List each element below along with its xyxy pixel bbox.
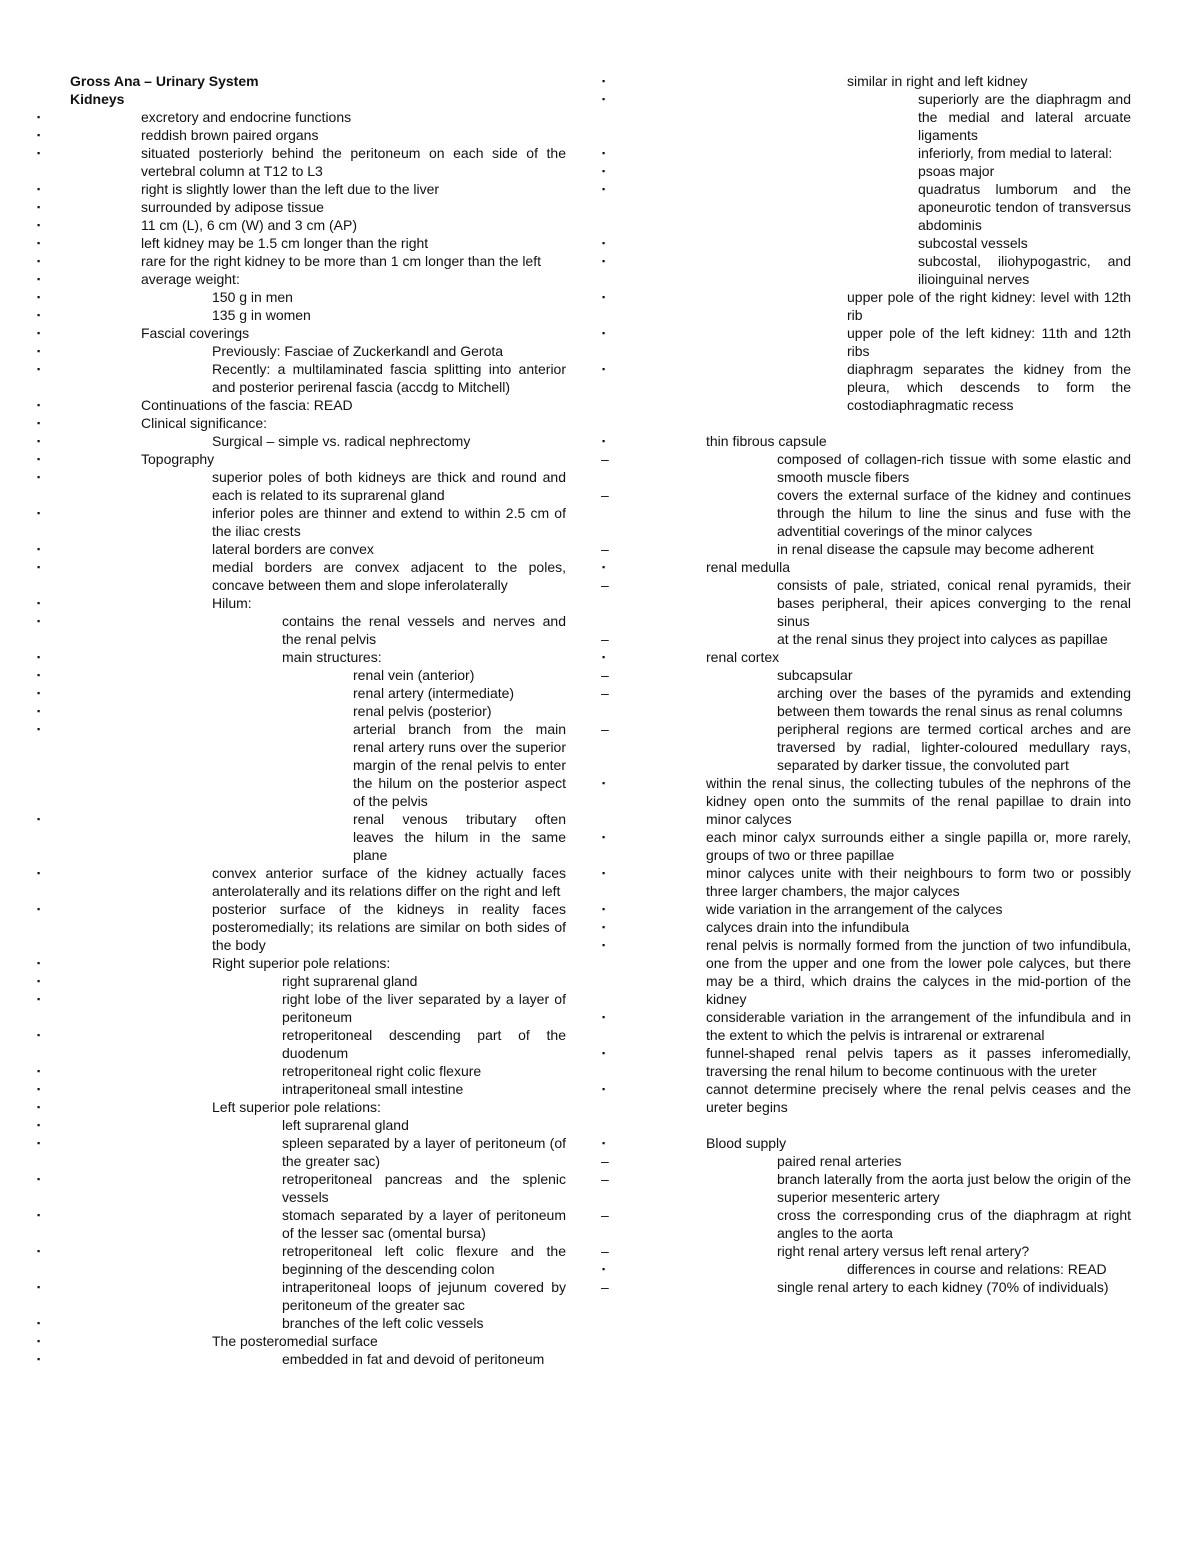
list-item: ▪ minor calyces unite with their neighbours to form two or possibly three larger chambers, the major calyces <box>635 864 1131 900</box>
list-item: ▪ intraperitoneal small intestine <box>70 1080 566 1098</box>
section-heading-kidneys: Kidneys <box>70 91 125 107</box>
list-item: ▪ average weight: <box>70 270 566 288</box>
list-item: ▪ right is slightly lower than the left due to the liver <box>70 180 566 198</box>
list-item: – paired renal arteries <box>635 1152 1131 1170</box>
right-column <box>635 72 1131 1296</box>
list-item: ▪ branches of the left colic vessels <box>70 1314 566 1332</box>
list-item: ▪ retroperitoneal descending part of the duodenum <box>70 1026 566 1062</box>
list-item: ▪ The posteromedial surface <box>70 1332 566 1350</box>
list-item: – arching over the bases of the pyramids and extending between them towards the renal sinus as renal columns <box>635 684 1131 720</box>
list-item: ▪ calyces drain into the infundibula <box>635 918 1131 936</box>
list-item: ▪ 11 cm (L), 6 cm (W) and 3 cm (AP) <box>70 216 566 234</box>
list-item: ▪ spleen separated by a layer of peritoneum (of the greater sac) <box>70 1134 566 1170</box>
list-item: ▪ main structures: <box>70 648 566 666</box>
list-item: ▪ subcostal, iliohypogastric, and ilioinguinal nerves <box>635 252 1131 288</box>
list-item: ▪ Left superior pole relations: <box>70 1098 566 1116</box>
list-item: – at the renal sinus they project into calyces as papillae <box>635 630 1131 648</box>
list-item: ▪ retroperitoneal pancreas and the splenic vessels <box>70 1170 566 1206</box>
list-item: ▪ superior poles of both kidneys are thick and round and each is related to its suprarenal gland <box>70 468 566 504</box>
list-item: ▪ surrounded by adipose tissue <box>70 198 566 216</box>
list-item: ▪ differences in course and relations: READ <box>635 1260 1131 1278</box>
list-item: ▪ renal medulla <box>635 558 1131 576</box>
document-title: Gross Ana – Urinary System <box>70 73 259 89</box>
list-item: ▪ 150 g in men <box>70 288 566 306</box>
list-item: ▪ upper pole of the right kidney: level with 12th rib <box>635 288 1131 324</box>
list-item: – subcapsular <box>635 666 1131 684</box>
list-item: – in renal disease the capsule may become adherent <box>635 540 1131 558</box>
list-item: – right renal artery versus left renal artery? <box>635 1242 1131 1260</box>
list-item: ▪ considerable variation in the arrangement of the infundibula and in the extent to which the pelvis is intrarenal or extrarenal <box>635 1008 1131 1044</box>
list-item: ▪ embedded in fat and devoid of peritoneum <box>70 1350 566 1368</box>
list-item: ▪ retroperitoneal right colic flexure <box>70 1062 566 1080</box>
list-item: ▪ Previously: Fasciae of Zuckerkandl and Gerota <box>70 342 566 360</box>
list-item: ▪ situated posteriorly behind the peritoneum on each side of the vertebral column at T12 to L3 <box>70 144 566 180</box>
list-item: ▪ Recently: a multilaminated fascia splitting into anterior and posterior perirenal fascia (accdg to Mitchell) <box>70 360 566 396</box>
list-item: ▪ similar in right and left kidney <box>635 72 1131 90</box>
list-item: ▪ intraperitoneal loops of jejunum covered by peritoneum of the greater sac <box>70 1278 566 1314</box>
left-column <box>70 72 566 1368</box>
list-item: – branch laterally from the aorta just below the origin of the superior mesenteric artery <box>635 1170 1131 1206</box>
list-item: ▪ Surgical – simple vs. radical nephrectomy <box>70 432 566 450</box>
list-item: ▪ Hilum: <box>70 594 566 612</box>
list-item: ▪ renal pelvis is normally formed from the junction of two infundibula, one from the upper and one from the lower pole calyces, but there may be a third, which drains the calyces in the mid-portion of the kidney <box>635 936 1131 1008</box>
list-item: ▪ excretory and endocrine functions <box>70 108 566 126</box>
list-item: – single renal artery to each kidney (70% of individuals) <box>635 1278 1131 1296</box>
list-item: ▪ rare for the right kidney to be more than 1 cm longer than the left <box>70 252 566 270</box>
list-item: ▪ renal cortex <box>635 648 1131 666</box>
list-item: – peripheral regions are termed cortical arches and are traversed by radial, lighter-coloured medullary rays, separated by darker tissue, the convoluted part <box>635 720 1131 774</box>
list-item: ▪ 135 g in women <box>70 306 566 324</box>
list-item: ▪ renal venous tributary often leaves the hilum in the same plane <box>70 810 566 864</box>
list-item: – consists of pale, striated, conical renal pyramids, their bases peripheral, their apices converging to the renal sinus <box>635 576 1131 630</box>
list-item: ▪ right suprarenal gland <box>70 972 566 990</box>
list-item: ▪ upper pole of the left kidney: 11th and 12th ribs <box>635 324 1131 360</box>
list-item: ▪ Blood supply <box>635 1134 1131 1152</box>
list-item: ▪ medial borders are convex adjacent to the poles, concave between them and slope inferolaterally <box>70 558 566 594</box>
list-item: ▪ psoas major <box>635 162 1131 180</box>
list-item: ▪ renal pelvis (posterior) <box>70 702 566 720</box>
list-item: ▪ arterial branch from the main renal artery runs over the superior margin of the renal pelvis to enter the hilum on the posterior aspect of the pelvis <box>70 720 566 810</box>
list-item: – composed of collagen-rich tissue with some elastic and smooth muscle fibers <box>635 450 1131 486</box>
list-item: ▪ left kidney may be 1.5 cm longer than the right <box>70 234 566 252</box>
list-item: ▪ funnel-shaped renal pelvis tapers as it passes inferomedially, traversing the renal hilum to become continuous with the ureter <box>635 1044 1131 1080</box>
right-bullet-list <box>635 72 1131 1296</box>
list-item: ▪ within the renal sinus, the collecting tubules of the nephrons of the kidney open onto the summits of the renal papillae to drain into minor calyces <box>635 774 1131 828</box>
list-item: ▪ right lobe of the liver separated by a layer of peritoneum <box>70 990 566 1026</box>
list-item: ▪ thin fibrous capsule <box>635 432 1131 450</box>
list-item: ▪ lateral borders are convex <box>70 540 566 558</box>
list-item: ▪ each minor calyx surrounds either a single papilla or, more rarely, groups of two or three papillae <box>635 828 1131 864</box>
list-item: ▪ Continuations of the fascia: READ <box>70 396 566 414</box>
list-item: ▪ Topography <box>70 450 566 468</box>
list-item: ▪ inferior poles are thinner and extend to within 2.5 cm of the iliac crests <box>70 504 566 540</box>
list-item: ▪ Right superior pole relations: <box>70 954 566 972</box>
list-item: ▪ quadratus lumborum and the aponeurotic tendon of transversus abdominis <box>635 180 1131 234</box>
list-item: ▪ left suprarenal gland <box>70 1116 566 1134</box>
list-item: ▪ cannot determine precisely where the renal pelvis ceases and the ureter begins <box>635 1080 1131 1116</box>
list-item: ▪ convex anterior surface of the kidney actually faces anterolaterally and its relations differ on the right and left <box>70 864 566 900</box>
list-item: ▪ contains the renal vessels and nerves and the renal pelvis <box>70 612 566 648</box>
list-item: ▪ renal vein (anterior) <box>70 666 566 684</box>
list-item: ▪ stomach separated by a layer of peritoneum of the lesser sac (omental bursa) <box>70 1206 566 1242</box>
list-item: – cross the corresponding crus of the diaphragm at right angles to the aorta <box>635 1206 1131 1242</box>
list-item: ▪ reddish brown paired organs <box>70 126 566 144</box>
list-item: ▪ inferiorly, from medial to lateral: <box>635 144 1131 162</box>
list-item: ▪ diaphragm separates the kidney from the pleura, which descends to form the costodiaphragmatic recess <box>635 360 1131 414</box>
list-item: ▪ retroperitoneal left colic flexure and the beginning of the descending colon <box>70 1242 566 1278</box>
list-item: ▪ renal artery (intermediate) <box>70 684 566 702</box>
list-item: ▪ superiorly are the diaphragm and the medial and lateral arcuate ligaments <box>635 90 1131 144</box>
list-item: ▪ Clinical significance: <box>70 414 566 432</box>
list-item: ▪ Fascial coverings <box>70 324 566 342</box>
left-bullet-list <box>70 108 566 1368</box>
list-item: – covers the external surface of the kidney and continues through the hilum to line the sinus and fuse with the adventitial coverings of the minor calyces <box>635 486 1131 540</box>
list-item: ▪ posterior surface of the kidneys in reality faces posteromedially; its relations are similar on both sides of the body <box>70 900 566 954</box>
list-item: ▪ subcostal vessels <box>635 234 1131 252</box>
list-item: ▪ wide variation in the arrangement of the calyces <box>635 900 1131 918</box>
